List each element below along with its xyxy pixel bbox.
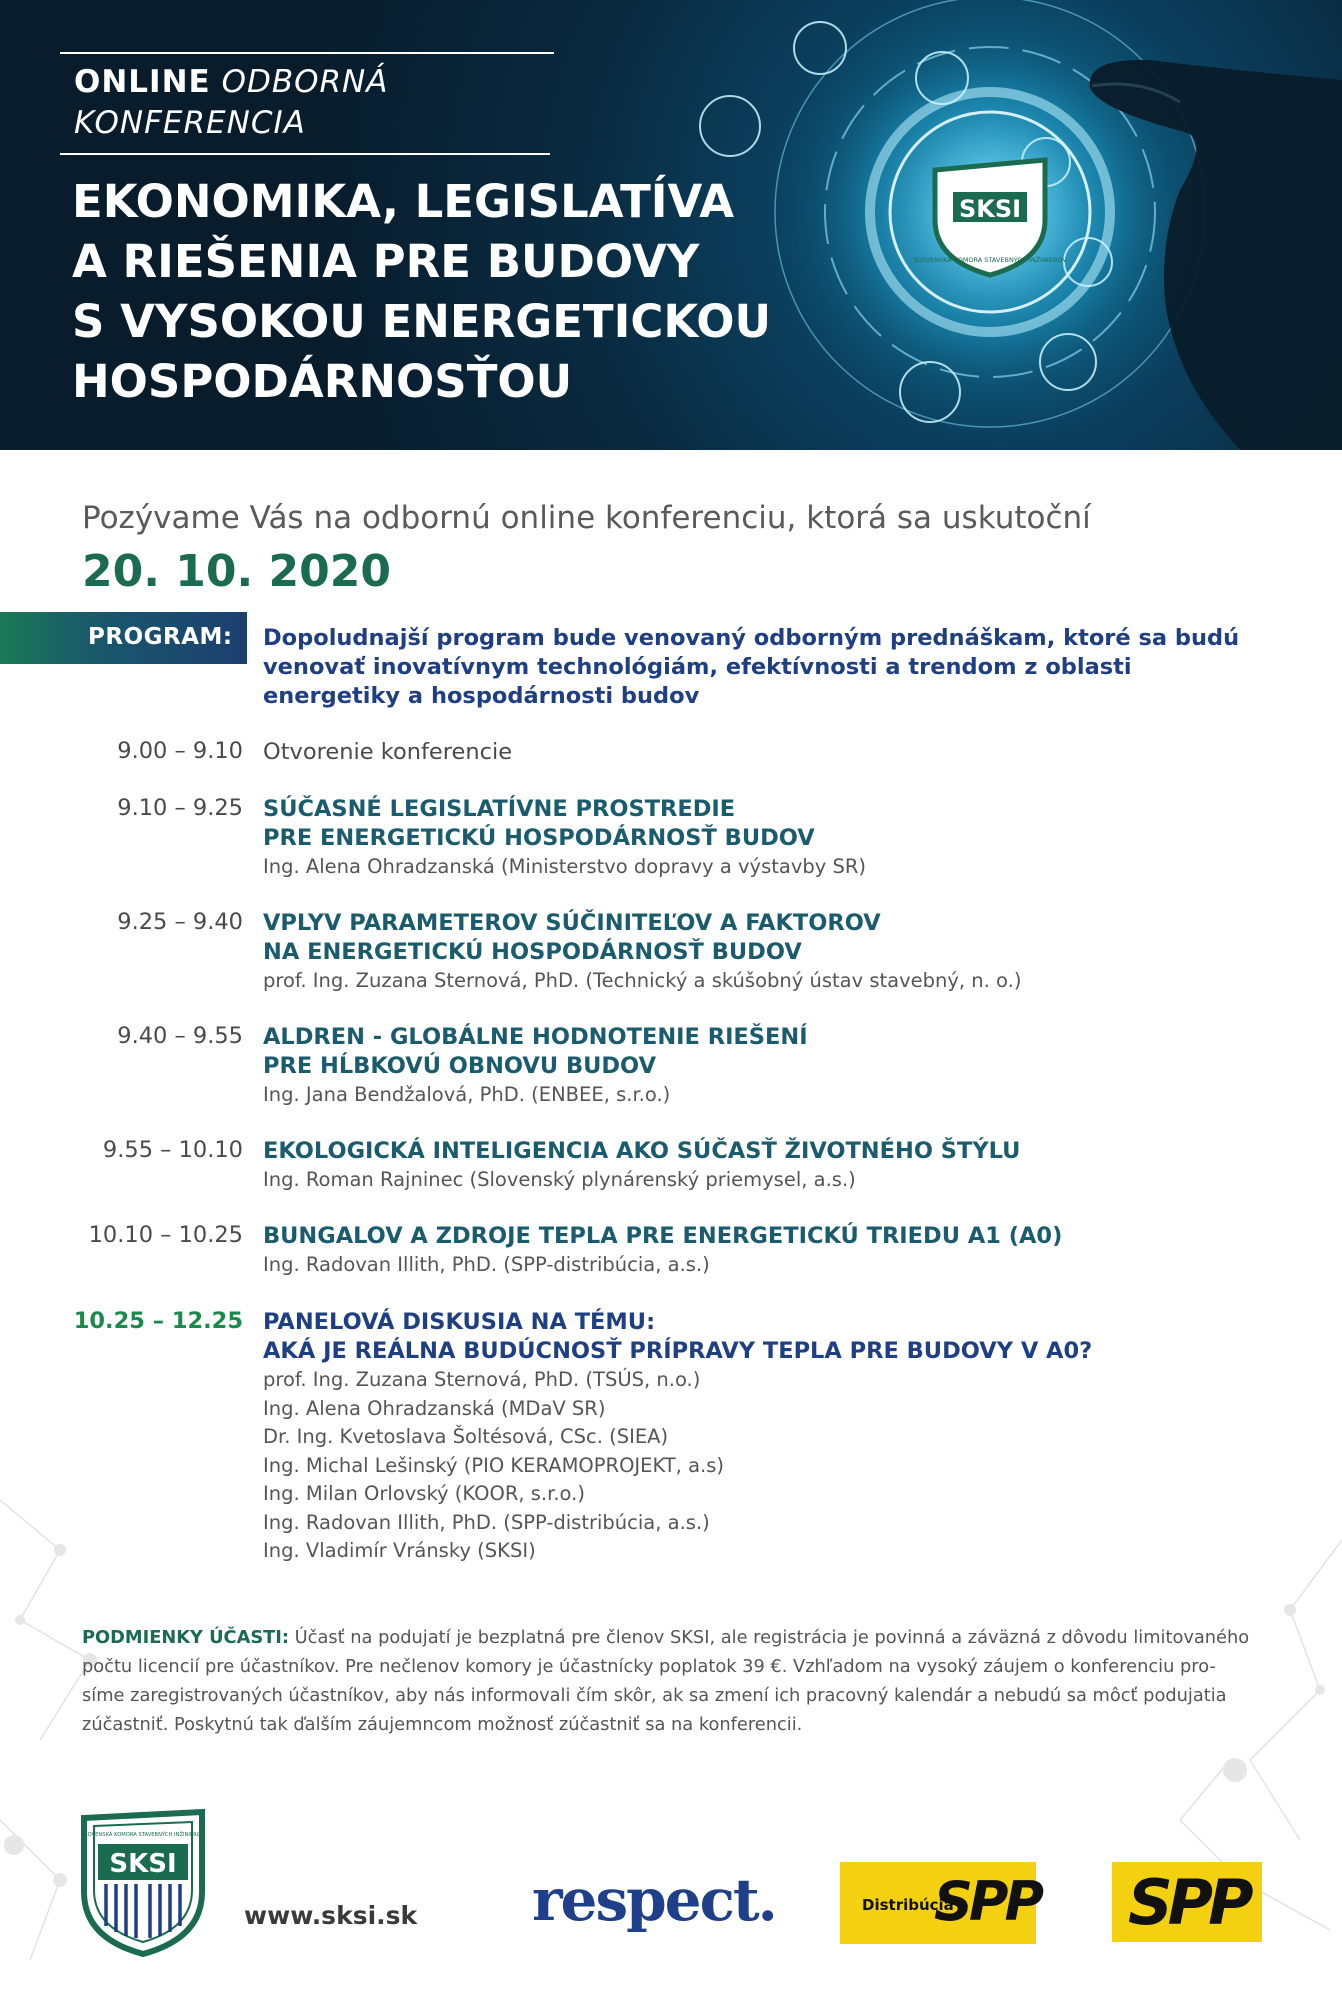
emblem-text: SKSI <box>958 195 1022 223</box>
agenda-title: Otvorenie konferencie <box>263 739 513 765</box>
spp-logo <box>1112 1862 1262 1942</box>
agenda-speaker: Ing. Jana Bendžalová, PhD. (ENBEE, s.r.o.) <box>263 1083 671 1106</box>
spp-text: SPP <box>1128 1866 1249 1939</box>
title-line: A RIEŠENIA PRE BUDOVY <box>72 235 700 288</box>
hero-banner <box>0 0 1342 450</box>
website-link[interactable]: www.sksi.sk <box>244 1901 418 1930</box>
agenda-time: 10.25 – 12.25 <box>73 1308 243 1334</box>
agenda-time: 9.55 – 10.10 <box>102 1137 243 1163</box>
conditions-line: zúčastniť. Poskytnú tak ďalším záujemncom možnosť zúčastniť sa na konferencii. <box>82 1714 803 1735</box>
agenda-title: NA ENERGETICKÚ HOSPODÁRNOSŤ BUDOV <box>263 939 802 965</box>
kicker-online: ONLINE <box>74 64 211 100</box>
intro-line: energetiky a hospodárnosti budov <box>263 683 700 709</box>
conditions-label: PODMIENKY ÚČASTI: <box>82 1627 290 1648</box>
agenda-title: ALDREN - GLOBÁLNE HODNOTENIE RIEŠENÍ <box>263 1024 808 1050</box>
agenda-speaker: Ing. Radovan Illith, PhD. (SPP-distribúcia, a.s.) <box>263 1253 710 1276</box>
sksi-logo <box>78 1808 208 1958</box>
panelist: Dr. Ing. Kvetoslava Šoltésová, CSc. (SIEA) <box>263 1425 669 1448</box>
intro-line: venovať inovatívnym technológiám, efektívnosti a trendom z oblasti <box>263 654 1132 680</box>
program-bar <box>0 612 247 664</box>
agenda-title: PRE ENERGETICKÚ HOSPODÁRNOSŤ BUDOV <box>263 825 815 851</box>
spp-distribucia-logo <box>840 1862 1041 1944</box>
agenda-title: SÚČASNÉ LEGISLATÍVNE PROSTREDIE <box>263 796 736 822</box>
agenda-time: 9.00 – 9.10 <box>117 738 243 764</box>
title-line: S VYSOKOU ENERGETICKOU <box>72 295 772 348</box>
panelist: Ing. Alena Ohradzanská (MDaV SR) <box>263 1396 606 1420</box>
agenda-title: AKÁ JE REÁLNA BUDÚCNOSŤ PRÍPRAVY TEPLA PRE BUDOVY V A0? <box>263 1338 1093 1364</box>
program-label: PROGRAM: <box>88 624 233 650</box>
agenda-title: BUNGALOV A ZDROJE TEPLA PRE ENERGETICKÚ TRIEDU A1 (A0) <box>263 1223 1063 1249</box>
agenda-time: 9.40 – 9.55 <box>117 1023 243 1049</box>
participation-conditions <box>82 1623 1262 1739</box>
agenda-title: EKOLOGICKÁ INTELIGENCIA AKO SÚČASŤ ŽIVOTNÉHO ŠTÝLU <box>263 1138 1021 1164</box>
agenda-speaker: Ing. Roman Rajninec (Slovenský plynárenský priemysel, a.s.) <box>263 1168 856 1191</box>
agenda-time: 10.10 – 10.25 <box>88 1222 243 1248</box>
agenda-title: PRE HĹBKOVÚ OBNOVU BUDOV <box>263 1053 656 1079</box>
kicker-konferencia: KONFERENCIA <box>74 105 306 141</box>
emblem-text-layer <box>0 0 1342 450</box>
panelist: Ing. Vladimír Vránsky (SKSI) <box>263 1539 536 1562</box>
agenda-speaker: Ing. Alena Ohradzanská (Ministerstvo dopravy a výstavby SR) <box>263 855 867 878</box>
intro-line: Dopoludnajší program bude venovaný odborným prednáškam, ktoré sa budú <box>263 625 1240 651</box>
distribucia-text: Distribúcia <box>862 1896 954 1914</box>
title-line: EKONOMIKA, LEGISLATÍVA <box>72 175 735 228</box>
respect-logo: respect. <box>532 1866 776 1934</box>
program-intro <box>263 624 1263 711</box>
event-date: 20. 10. 2020 <box>82 546 391 597</box>
panelist: Ing. Michal Lešinský (PIO KERAMOPROJEKT, a.s) <box>263 1453 724 1477</box>
kicker-odborna: ODBORNÁ <box>221 64 389 100</box>
agenda-title: VPLYV PARAMETEROV SÚČINITEĽOV A FAKTOROV <box>263 910 881 936</box>
emblem-ring: SLOVENSKÁ KOMORA STAVEBNÝCH INŽINIEROV <box>913 256 1067 264</box>
agenda-time: 9.25 – 9.40 <box>117 909 243 935</box>
conditions-line: Účasť na podujatí je bezplatná pre členov SKSI, ale registrácia je povinná a záväzná z dôvodu limitovaného <box>294 1627 1250 1648</box>
agenda-speaker: prof. Ing. Zuzana Sternová, PhD. (Technický a skúšobný ústav stavebný, n. o.) <box>263 969 1022 992</box>
panelist: Ing. Radovan Illith, PhD. (SPP-distribúcia, a.s.) <box>263 1510 710 1534</box>
conditions-line: počtu licencií pre účastníkov. Pre nečlenov komory je účastnícky poplatok 39 €. Vzhľadom na vysoký záujem o konferenciu pro- <box>82 1656 1216 1677</box>
conditions-line: síme zaregistrovaných účastníkov, aby nás informovali čím skôr, ak sa zmení ich pracovný kalendár a nebudú sa môcť podujatia <box>82 1685 1227 1706</box>
agenda-time: 9.10 – 9.25 <box>117 795 243 821</box>
logo-ring: SLOVENSKÁ KOMORA STAVEBNÝCH INŽINIEROV <box>81 1832 205 1838</box>
spp-text: SPP <box>934 1870 1041 1933</box>
title-line: HOSPODÁRNOSŤOU <box>72 355 573 408</box>
panelist: prof. Ing. Zuzana Sternová, PhD. (TSÚS, n.o.) <box>263 1368 701 1391</box>
invite-text: Pozývame Vás na odbornú online konferenciu, ktorá sa uskutoční <box>82 500 1091 536</box>
panelist: Ing. Milan Orlovský (KOOR, s.r.o.) <box>263 1482 585 1505</box>
logo-text: SKSI <box>109 1849 177 1879</box>
agenda-title: PANELOVÁ DISKUSIA NA TÉMU: <box>263 1309 656 1335</box>
